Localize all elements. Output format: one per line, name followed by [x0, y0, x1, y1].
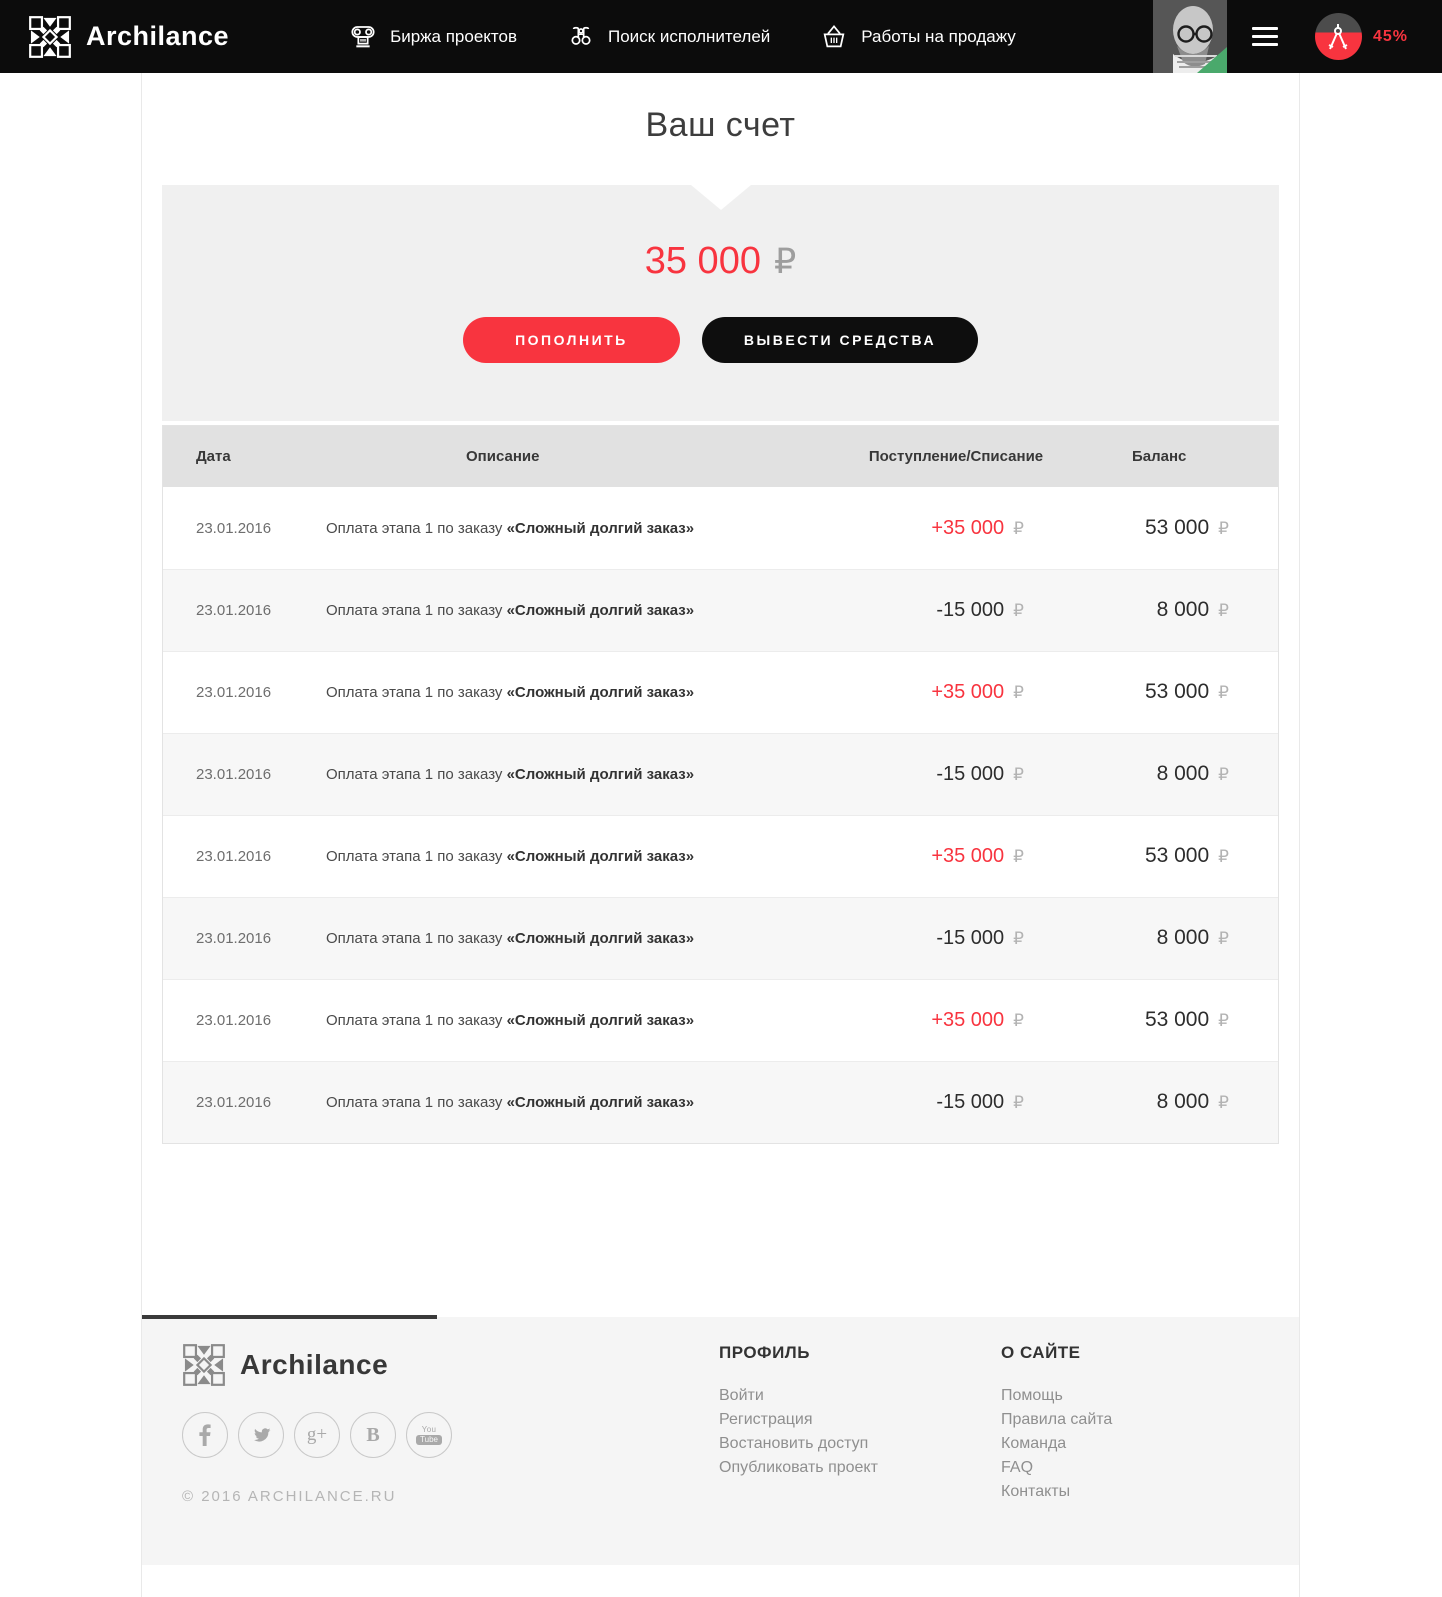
transaction-description: Оплата этапа 1 по заказу «Сложный долгий заказ» [326, 519, 695, 537]
footer-column-title: ПРОФИЛЬ [719, 1343, 810, 1362]
transaction-amount: -15 000 ₽ [936, 763, 1024, 785]
nav-label: Поиск исполнителей [608, 26, 771, 46]
nav-label: Биржа проектов [390, 26, 517, 46]
nav-item-works-for-sale[interactable] [818, 21, 1016, 53]
footer-link[interactable]: Опубликовать проект [719, 1459, 878, 1476]
footer-link[interactable]: Востановить доступ [719, 1435, 869, 1452]
footer-brand-logo[interactable] [182, 1343, 602, 1387]
social-facebook[interactable] [182, 1412, 228, 1458]
footer-link[interactable]: Контакты [1001, 1483, 1071, 1500]
twitter-icon [250, 1424, 272, 1446]
transaction-description: Оплата этапа 1 по заказу «Сложный долгий заказ» [326, 848, 695, 865]
page-container [141, 73, 1300, 1597]
transactions-body [163, 487, 1278, 1143]
google-plus-icon: g+ [306, 1424, 328, 1445]
facebook-icon [194, 1424, 216, 1446]
transaction-balance: 8 000 ₽ [1156, 762, 1229, 785]
column-header-description: Описание [466, 448, 540, 465]
ruble-sign: ₽ [773, 242, 797, 282]
transaction-date: 23.01.2016 [196, 848, 272, 865]
nav-item-projects-exchange[interactable] [347, 21, 517, 53]
footer-link[interactable]: Регистрация [719, 1411, 813, 1428]
social-google-plus[interactable] [294, 1412, 340, 1458]
transaction-description: Оплата этапа 1 по заказу «Сложный долгий заказ» [326, 684, 695, 701]
transaction-description: Оплата этапа 1 по заказу «Сложный долгий заказ» [326, 1094, 695, 1111]
footer-links-about [1001, 1384, 1112, 1504]
nav-item-find-performers[interactable] [565, 21, 770, 53]
footer-brand-block [182, 1343, 602, 1565]
footer-link[interactable]: Команда [1001, 1435, 1067, 1452]
transaction-date: 23.01.2016 [196, 684, 272, 701]
footer-column-profile [719, 1343, 878, 1480]
footer-link[interactable]: FAQ [1001, 1459, 1034, 1476]
behance-icon: B [366, 1423, 380, 1446]
transaction-date: 23.01.2016 [196, 1094, 272, 1111]
transaction-balance: 8 000 ₽ [1156, 1090, 1229, 1113]
brand-name: Archilance [86, 21, 230, 51]
basket-icon [818, 21, 850, 53]
transaction-amount: -15 000 ₽ [936, 599, 1024, 621]
transaction-amount: +35 000 ₽ [931, 845, 1024, 867]
archilance-logo-icon [28, 15, 72, 59]
table-row [163, 897, 1278, 979]
footer-link[interactable]: Правила сайта [1001, 1411, 1113, 1428]
transactions-table [162, 425, 1279, 1144]
table-row [163, 487, 1278, 569]
nav-label: Работы на продажу [861, 26, 1016, 46]
page-footer [142, 1317, 1299, 1565]
transaction-date: 23.01.2016 [196, 519, 272, 537]
transaction-amount: +35 000 ₽ [931, 1009, 1024, 1031]
transaction-amount: -15 000 ₽ [936, 1091, 1024, 1113]
panel-notch [691, 185, 751, 210]
balance-actions [162, 317, 1279, 363]
table-row [163, 733, 1278, 815]
transaction-date: 23.01.2016 [196, 602, 272, 619]
youtube-icon: You Tube [416, 1426, 442, 1445]
table-row [163, 1061, 1278, 1143]
page-title: Ваш счет [645, 106, 796, 144]
archilance-logo-icon-gray [182, 1343, 226, 1387]
transaction-date: 23.01.2016 [196, 1012, 272, 1029]
balance-panel [162, 185, 1279, 421]
social-links [182, 1412, 602, 1458]
table-row [163, 979, 1278, 1061]
withdraw-button[interactable]: ВЫВЕСТИ СРЕДСТВА [702, 317, 978, 363]
compass-badge-icon [1315, 13, 1362, 60]
footer-link[interactable]: Войти [719, 1387, 764, 1404]
table-row [163, 651, 1278, 733]
top-navbar [0, 0, 1442, 73]
brand-logo[interactable] [28, 15, 229, 59]
transaction-balance: 8 000 ₽ [1156, 598, 1229, 621]
transaction-amount: -15 000 ₽ [936, 927, 1024, 949]
transaction-amount: +35 000 ₽ [931, 516, 1024, 539]
social-youtube[interactable] [406, 1412, 452, 1458]
header-right [1153, 0, 1442, 73]
transaction-description: Оплата этапа 1 по заказу «Сложный долгий заказ» [326, 766, 695, 783]
transaction-balance: 53 000 ₽ [1144, 1008, 1229, 1031]
social-twitter[interactable] [238, 1412, 284, 1458]
progress-percent: 45% [1372, 27, 1408, 45]
transaction-balance: 53 000 ₽ [1144, 844, 1229, 867]
account-balance [162, 241, 1279, 282]
main-nav [347, 21, 1016, 53]
copyright-text: © 2016 ARCHILANCE.RU [182, 1488, 397, 1505]
transaction-balance: 8 000 ₽ [1156, 926, 1229, 949]
column-header-inout: Поступление/Списание [868, 448, 1044, 465]
topup-button[interactable]: ПОПОЛНИТЬ [463, 317, 680, 363]
column-icon [347, 21, 379, 53]
table-header-row [163, 426, 1278, 487]
footer-links-profile [719, 1384, 878, 1480]
footer-column-title: О САЙТЕ [1001, 1343, 1081, 1362]
social-behance[interactable] [350, 1412, 396, 1458]
transaction-description: Оплата этапа 1 по заказу «Сложный долгий заказ» [326, 602, 695, 619]
table-row [163, 815, 1278, 897]
transaction-date: 23.01.2016 [196, 930, 272, 947]
transaction-description: Оплата этапа 1 по заказу «Сложный долгий заказ» [326, 930, 695, 947]
footer-link[interactable]: Помощь [1001, 1387, 1063, 1404]
transaction-amount: +35 000 ₽ [931, 681, 1024, 703]
transaction-date: 23.01.2016 [196, 766, 272, 783]
balance-amount: 35 000 [644, 240, 761, 282]
column-header-date: Дата [196, 448, 231, 465]
binoculars-icon [565, 21, 597, 53]
footer-brand-name: Archilance [240, 1349, 389, 1380]
user-avatar[interactable] [1153, 0, 1227, 73]
footer-column-about [1001, 1343, 1112, 1504]
avatar-online-corner [1197, 47, 1227, 73]
column-header-balance: Баланс [1132, 448, 1187, 465]
hamburger-menu-icon[interactable] [1252, 27, 1278, 46]
transaction-balance: 53 000 ₽ [1144, 515, 1229, 539]
table-row [163, 569, 1278, 651]
transaction-balance: 53 000 ₽ [1144, 680, 1229, 703]
profile-progress-badge[interactable] [1315, 13, 1408, 60]
transaction-description: Оплата этапа 1 по заказу «Сложный долгий заказ» [326, 1012, 695, 1029]
